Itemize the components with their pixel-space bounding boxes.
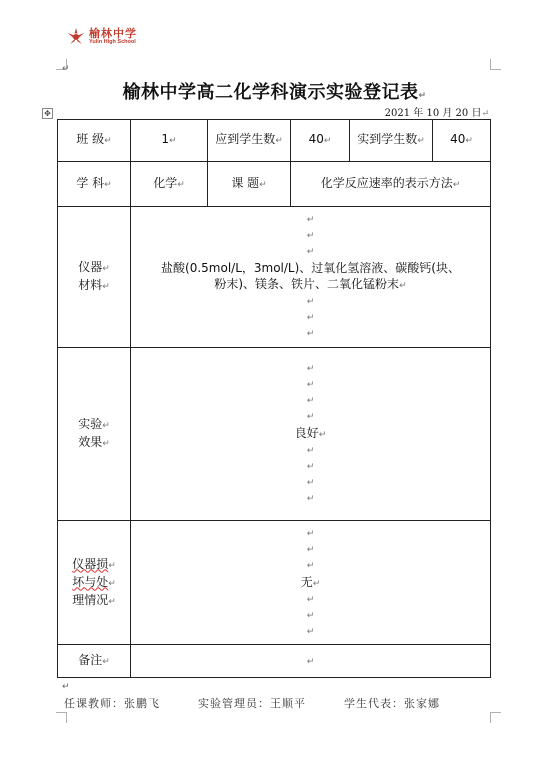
crop-mark-bottom-right — [490, 712, 501, 723]
paragraph-mark: ↵ — [108, 578, 116, 589]
paragraph-mark: ↵ — [306, 396, 315, 406]
table-move-handle-icon[interactable]: ✥ — [42, 108, 53, 119]
record-date — [385, 104, 489, 119]
paragraph-mark: ↵ — [104, 136, 112, 146]
crop-mark-bottom-left — [56, 712, 67, 723]
logo-name-en: Yulin High School — [89, 39, 136, 46]
actual-value-cell[interactable] — [433, 120, 491, 162]
instruments-content-cell[interactable] — [131, 207, 491, 348]
subject-value-cell[interactable] — [131, 162, 208, 207]
topic-label-cell[interactable] — [208, 162, 291, 207]
paragraph-mark: ↵ — [306, 329, 315, 339]
school-logo-icon — [66, 27, 86, 47]
damage-content-cell[interactable] — [131, 521, 491, 645]
paragraph-mark: ↵ — [465, 136, 473, 146]
paragraph-mark: ↵ — [306, 560, 315, 571]
remarks-label-cell[interactable] — [58, 645, 131, 678]
paragraph-mark: ↵ — [275, 136, 283, 146]
topic-value-cell[interactable] — [291, 162, 491, 207]
actual-value: 40 — [450, 132, 466, 146]
signature-footer — [64, 695, 484, 711]
paragraph-mark: ↵ — [306, 215, 315, 225]
topic-label: 课 题 — [231, 175, 260, 190]
paragraph-mark: ↵ — [306, 297, 315, 307]
paragraph-mark: ↵ — [102, 656, 110, 667]
paragraph-mark: ↵ — [318, 430, 327, 440]
paragraph-mark: ↵ — [399, 281, 407, 291]
paragraph-mark: ↵ — [177, 179, 185, 190]
paragraph-mark: ↵ — [306, 313, 315, 323]
table-row-effect — [58, 348, 491, 521]
subject-label: 学 科 — [76, 175, 105, 190]
paragraph-mark: ↵ — [306, 544, 315, 555]
damage-label-line3: 理情况 — [72, 592, 109, 607]
table-row-instruments — [58, 207, 491, 348]
registration-table — [57, 119, 491, 678]
paragraph-mark: ↵ — [306, 610, 315, 621]
expected-label: 应到学生数 — [215, 132, 276, 146]
student-signature: 学生代表：张家娜 — [344, 697, 440, 710]
paragraph-mark: ↵ — [102, 421, 110, 431]
logo-name-cn: 榆林中学 — [89, 27, 137, 41]
expected-label-cell[interactable] — [208, 120, 291, 162]
paragraph-mark: ↵ — [108, 596, 116, 607]
paragraph-mark: ↵ — [306, 446, 315, 456]
paragraph-mark: ↵ — [306, 462, 315, 472]
title-text: 榆林中学高二化学科演示实验登记表 — [122, 82, 419, 103]
effect-content-cell[interactable] — [131, 348, 491, 521]
class-value-cell[interactable] — [131, 120, 208, 162]
remarks-content-cell[interactable] — [131, 645, 491, 678]
effect-label-line1: 实验 — [78, 417, 103, 431]
teacher-signature: 任课教师：张鹏飞 — [64, 697, 160, 710]
paragraph-mark: ↵ — [481, 109, 489, 119]
actual-label: 实到学生数 — [357, 132, 418, 146]
paragraph-mark: ↵ — [306, 528, 315, 539]
paragraph-mark: ↵ — [108, 560, 116, 571]
class-label-cell[interactable] — [58, 120, 131, 162]
paragraph-mark: ↵ — [306, 626, 315, 637]
paragraph-mark: ↵ — [169, 136, 177, 146]
paragraph-mark: ↵ — [306, 478, 315, 488]
topic-value: 化学反应速率的表示方法 — [320, 175, 453, 190]
paragraph-mark: ↵ — [306, 494, 315, 504]
subject-label-cell[interactable] — [58, 162, 131, 207]
crop-mark-top-right — [490, 59, 501, 70]
paragraph-mark: ↵ — [323, 136, 332, 146]
instruments-content-line1: 盐酸(0.5mol/L，3mol/L)、过氧化氢溶液、碳酸钙(块、 — [161, 261, 460, 275]
actual-label-cell[interactable] — [350, 120, 433, 162]
instruments-label-cell[interactable] — [58, 207, 131, 348]
table-row-subject — [58, 162, 491, 207]
paragraph-mark: ↵ — [102, 282, 110, 292]
damage-label-line1: 仪器损 — [72, 556, 109, 571]
paragraph-mark: ↵ — [306, 412, 315, 422]
paragraph-mark: ↵ — [104, 179, 112, 190]
paragraph-mark: ↵ — [306, 231, 315, 241]
paragraph-mark: ↵ — [418, 91, 427, 101]
effect-content: 良好 — [294, 426, 319, 440]
page-title — [0, 78, 549, 104]
paragraph-mark: ↵ — [259, 179, 267, 190]
subject-value: 化学 — [153, 175, 178, 190]
damage-label-line2: 坏与处 — [72, 574, 109, 589]
effect-label-cell[interactable] — [58, 348, 131, 521]
paragraph-mark: ↵ — [306, 656, 315, 667]
instruments-label-line2: 材料 — [78, 278, 103, 292]
paragraph-mark: ↵ — [102, 439, 110, 449]
paragraph-mark: ↵ — [62, 682, 70, 692]
expected-value-cell[interactable] — [291, 120, 350, 162]
paragraph-mark: ↵ — [312, 578, 321, 589]
table-row-remarks — [58, 645, 491, 678]
paragraph-mark: ↵ — [306, 380, 315, 390]
expected-value: 40 — [308, 132, 324, 146]
date-text: 2021 年 10 月 20 日 — [384, 108, 482, 119]
paragraph-mark: ↵ — [452, 179, 461, 190]
instruments-label-line1: 仪器 — [78, 260, 103, 274]
paragraph-mark: ↵ — [417, 136, 425, 146]
instruments-content-line2: 粉末)、镁条、铁片、二氧化锰粉末 — [214, 277, 400, 291]
school-logo — [66, 27, 137, 47]
paragraph-mark: ↵ — [306, 364, 315, 374]
paragraph-mark: ↵ — [306, 594, 315, 605]
class-value: 1 — [161, 132, 170, 146]
class-label: 班 级 — [76, 132, 105, 146]
table-row-damage — [58, 521, 491, 645]
paragraph-mark: ↵ — [62, 64, 70, 74]
remarks-label: 备注 — [78, 652, 103, 667]
table-row-class — [58, 120, 491, 162]
paragraph-mark: ↵ — [306, 247, 315, 257]
damage-content: 无 — [300, 574, 313, 589]
effect-label-line2: 效果 — [78, 435, 103, 449]
manager-signature: 实验管理员：王顺平 — [198, 697, 306, 710]
paragraph-mark: ↵ — [102, 264, 110, 274]
damage-label-cell[interactable] — [58, 521, 131, 645]
